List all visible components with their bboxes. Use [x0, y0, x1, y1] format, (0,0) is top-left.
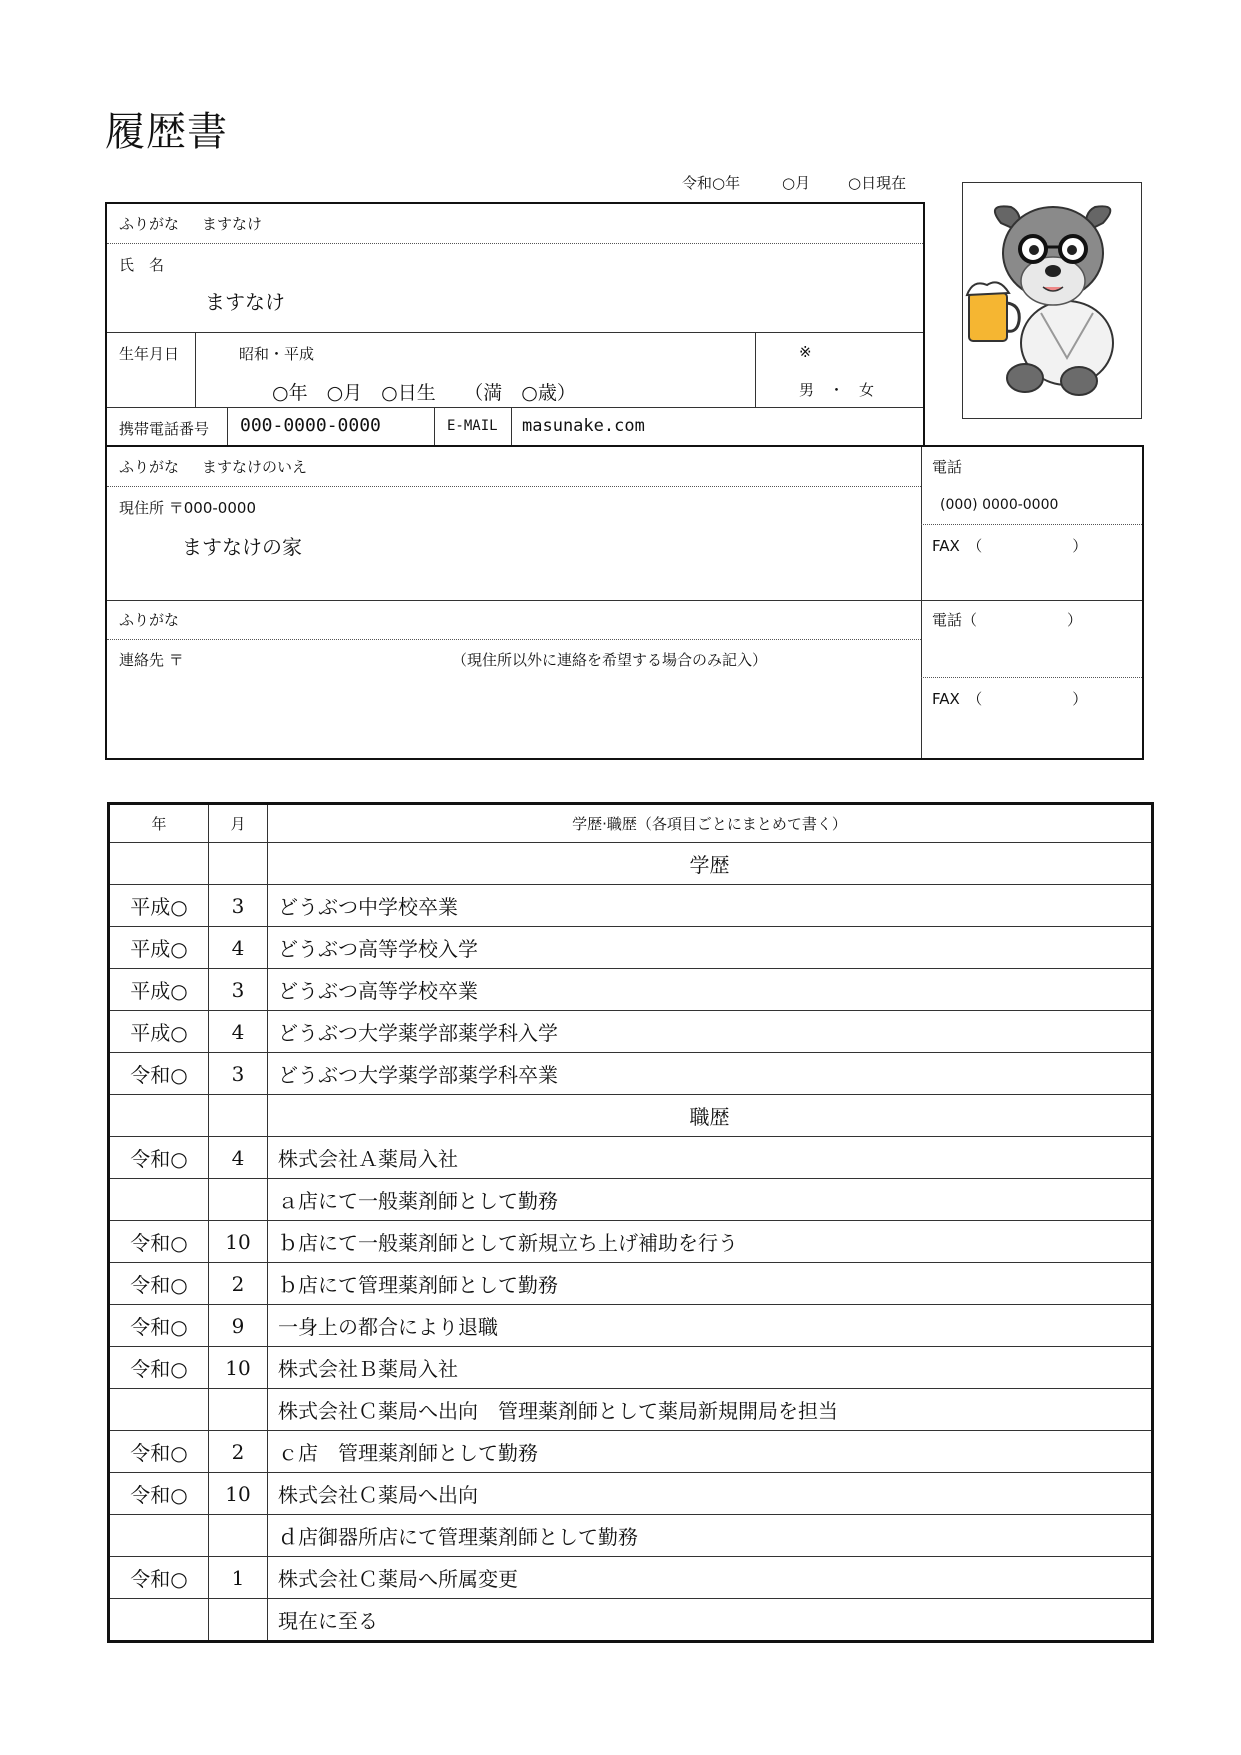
row-desc: ｃ店 管理薬剤師として勤務: [268, 1431, 1153, 1473]
row-year: 平成○: [109, 1011, 209, 1053]
row-month: [209, 1389, 268, 1431]
history-row: [109, 1011, 1153, 1053]
row-year: 令和○: [109, 1431, 209, 1473]
row-year: 令和○: [109, 1221, 209, 1263]
history-row: [109, 927, 1153, 969]
row-desc: 株式会社Ｃ薬局へ出向 管理薬剤師として薬局新規開局を担当: [268, 1389, 1153, 1431]
contact-fax-label: FAX （ ）: [932, 690, 1088, 708]
history-row: [109, 1347, 1153, 1389]
history-row: [109, 1473, 1153, 1515]
contact-note: （現住所以外に連絡を希望する場合のみ記入）: [452, 651, 768, 669]
row-desc: どうぶつ高等学校入学: [268, 927, 1153, 969]
address-furigana-label: ふりがな: [119, 458, 180, 476]
row-month: 2: [209, 1263, 268, 1305]
history-row: [109, 1515, 1153, 1557]
schnauzer-doctor-with-beer-icon: [963, 183, 1141, 418]
row-month: 9: [209, 1305, 268, 1347]
address-box: [105, 445, 1144, 760]
row-year: [109, 843, 209, 885]
history-row: [109, 1305, 1153, 1347]
row-desc: ｂ店にて一般薬剤師として新規立ち上げ補助を行う: [268, 1221, 1153, 1263]
history-row: [109, 1557, 1153, 1599]
section-row: [109, 1095, 1153, 1137]
history-header-row: [109, 804, 1153, 843]
section-row: [109, 843, 1153, 885]
row-month: [209, 1179, 268, 1221]
contact-furigana-label: ふりがな: [119, 611, 180, 629]
row-year: 令和○: [109, 1305, 209, 1347]
row-year: 令和○: [109, 1557, 209, 1599]
address-fax-label: FAX （ ）: [932, 537, 1088, 555]
history-row: [109, 1599, 1153, 1642]
photo-frame: [962, 182, 1142, 419]
row-month: [209, 1095, 268, 1137]
address-value: ますなけの家: [182, 535, 302, 559]
email-value: masunake.com: [522, 416, 645, 436]
birth-label: 生年月日: [119, 345, 180, 363]
row-month: 10: [209, 1473, 268, 1515]
row-year: 平成○: [109, 885, 209, 927]
address-phone-value: (000) 0000-0000: [940, 497, 1059, 513]
section-title: 職歴: [268, 1095, 1153, 1137]
furigana-label: ふりがな: [119, 215, 180, 233]
email-label: E-MAIL: [447, 418, 498, 434]
row-month: 10: [209, 1347, 268, 1389]
row-month: 3: [209, 969, 268, 1011]
row-year: 令和○: [109, 1473, 209, 1515]
history-table: [107, 802, 1154, 1643]
row-desc: 現在に至る: [268, 1599, 1153, 1642]
history-row: [109, 1137, 1153, 1179]
row-month: 3: [209, 885, 268, 927]
row-month: 10: [209, 1221, 268, 1263]
note-mark: ※: [799, 343, 812, 361]
row-year: 令和○: [109, 1137, 209, 1179]
row-month: [209, 1599, 268, 1642]
header-desc: 学歴·職歴（各項目ごとにまとめて書く）: [268, 804, 1153, 843]
row-month: [209, 843, 268, 885]
history-row: [109, 1431, 1153, 1473]
history-row: [109, 969, 1153, 1011]
header-year: 年: [109, 804, 209, 843]
history-row: [109, 1263, 1153, 1305]
row-year: [109, 1095, 209, 1137]
row-desc: 株式会社Ａ薬局入社: [268, 1137, 1153, 1179]
row-month: 1: [209, 1557, 268, 1599]
row-year: [109, 1599, 209, 1642]
date-era: 令和○年: [682, 174, 741, 192]
row-desc: ｄ店御器所店にて管理薬剤師として勤務: [268, 1515, 1153, 1557]
row-year: 平成○: [109, 969, 209, 1011]
mobile-label: 携帯電話番号: [119, 420, 210, 438]
history-row: [109, 1221, 1153, 1263]
contact-label: 連絡先 〒: [119, 651, 184, 669]
history-row: [109, 885, 1153, 927]
row-year: [109, 1179, 209, 1221]
history-row: [109, 1053, 1153, 1095]
row-desc: どうぶつ大学薬学部薬学科卒業: [268, 1053, 1153, 1095]
row-desc: どうぶつ中学校卒業: [268, 885, 1153, 927]
name-value: ますなけ: [205, 290, 285, 314]
row-year: 令和○: [109, 1053, 209, 1095]
name-label: 氏 名: [119, 256, 165, 274]
address-phone-label: 電話: [932, 458, 963, 476]
row-year: [109, 1389, 209, 1431]
history-row: [109, 1389, 1153, 1431]
document-title: 履歴書: [105, 109, 228, 155]
row-year: [109, 1515, 209, 1557]
address-furigana-value: ますなけのいえ: [202, 458, 308, 476]
row-desc: 一身上の都合により退職: [268, 1305, 1153, 1347]
history-row: [109, 1179, 1153, 1221]
row-desc: 株式会社Ｃ薬局へ所属変更: [268, 1557, 1153, 1599]
personal-info-box: [105, 202, 925, 447]
date-day: ○日現在: [848, 174, 907, 192]
row-month: 4: [209, 1011, 268, 1053]
row-month: 4: [209, 1137, 268, 1179]
mobile-value: 000-0000-0000: [240, 415, 381, 436]
row-desc: 株式会社Ｂ薬局入社: [268, 1347, 1153, 1389]
header-month: 月: [209, 804, 268, 843]
row-desc: ａ店にて一般薬剤師として勤務: [268, 1179, 1153, 1221]
row-year: 令和○: [109, 1263, 209, 1305]
row-desc: どうぶつ高等学校卒業: [268, 969, 1153, 1011]
furigana-name: ますなけ: [202, 215, 263, 233]
section-title: 学歴: [268, 843, 1153, 885]
birth-value: ○年 ○月 ○日生 （満 ○歳）: [272, 382, 576, 404]
row-month: [209, 1515, 268, 1557]
contact-phone-label: 電話（ ）: [932, 611, 1083, 629]
row-year: 令和○: [109, 1347, 209, 1389]
row-month: 3: [209, 1053, 268, 1095]
row-desc: ｂ店にて管理薬剤師として勤務: [268, 1263, 1153, 1305]
row-month: 4: [209, 927, 268, 969]
row-desc: 株式会社Ｃ薬局へ出向: [268, 1473, 1153, 1515]
gender: 男 ・ 女: [799, 381, 875, 399]
row-month: 2: [209, 1431, 268, 1473]
date-month: ○月: [782, 174, 811, 192]
row-desc: どうぶつ大学薬学部薬学科入学: [268, 1011, 1153, 1053]
address-label: 現住所 〒000-0000: [119, 499, 256, 517]
birth-era: 昭和・平成: [239, 345, 315, 363]
row-year: 平成○: [109, 927, 209, 969]
